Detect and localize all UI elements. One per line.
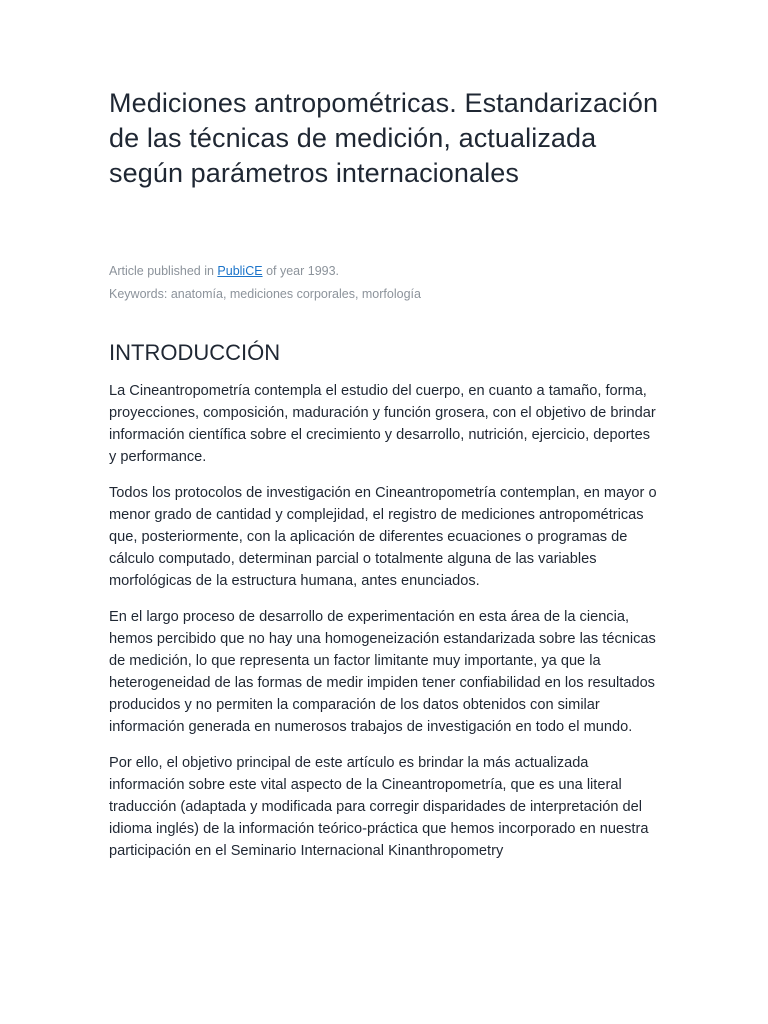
body-paragraph-2: Todos los protocolos de investigación en Cineantropometría contemplan, en mayor o menor grado de cantidad y complejidad, el registro de mediciones antropométricas que, posteriormente, con la aplicación de diferentes ecuaciones o programas de cálculo computado, determinan parcial o totalmente alguna de las variables morfológicas de la estructura humana, antes enunciados.: [109, 485, 657, 589]
keywords-line: Keywords: anatomía, mediciones corporales, morfología: [109, 287, 421, 301]
body-paragraph-4: Por ello, el objetivo principal de este artículo es brindar la más actualizada información sobre este vital aspecto de la Cineantropometría, que es una literal traducción (adaptada y modificada para corregir disparidades de interpretación del idioma inglés) de la información teórico-práctica que hemos incorporado en nuestra participación en el Seminario Internacional Kinanthropometry: [109, 755, 649, 859]
body-paragraph-1: La Cineantropometría contempla el estudio del cuerpo, en cuanto a tamaño, forma, proyecciones, composición, maduración y función grosera, con el objetivo de brindar información científica sobre el crecimiento y desarrollo, nutrición, ejercicio, deportes y performance.: [109, 383, 656, 465]
published-prefix: Article published in: [109, 264, 214, 278]
published-suffix: of year 1993.: [266, 264, 340, 278]
section-heading-introduction: INTRODUCCIÓN: [109, 340, 281, 365]
publisher-link[interactable]: PubliCE: [217, 264, 263, 278]
publication-line: [109, 263, 660, 279]
body-paragraph-3: En el largo proceso de desarrollo de experimentación en esta área de la ciencia, hemos percibido que no hay una homogeneización estandarizada sobre las técnicas de medición, lo que representa un factor limitante muy importante, ya que la heterogeneidad de las formas de medir impiden tener confiabilidad en los resultados producidos y no permiten la comparación de los datos obtenidos con similar información generada en numerosos trabajos de investigación en todo el mundo.: [109, 609, 656, 735]
article-title: Mediciones antropométricas. Estandarización de las técnicas de medición, actualizada según parámetros internacionales: [109, 88, 659, 188]
article-meta: [109, 263, 660, 302]
